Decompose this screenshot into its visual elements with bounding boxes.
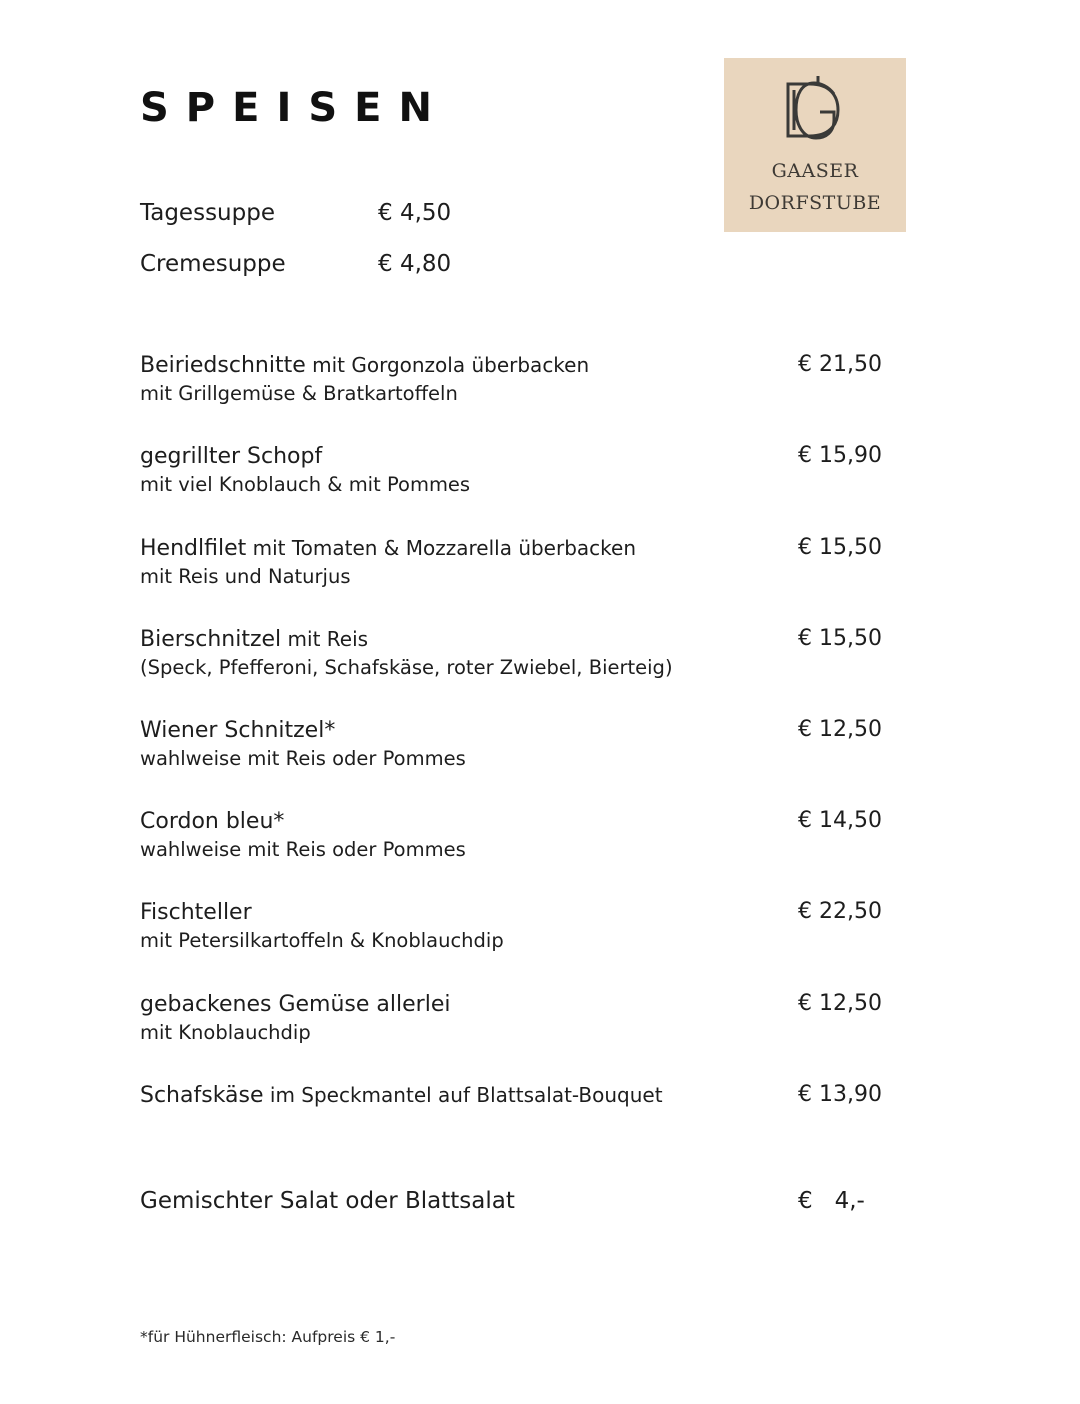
- dish-name: Fischteller: [140, 900, 252, 925]
- dish-description: mit Reis und Naturjus: [140, 565, 351, 588]
- dish-name: Wiener Schnitzel*: [140, 718, 336, 743]
- dish-extra: mit Reis: [281, 627, 369, 651]
- dish-item: [140, 990, 960, 1046]
- dish-description: mit viel Knoblauch & mit Pommes: [140, 473, 471, 496]
- dish-price: € 13,90: [798, 1082, 882, 1107]
- dish-price: € 15,50: [798, 535, 882, 560]
- dish-name: gegrillter Schopf: [140, 444, 323, 469]
- dish-name: Beiriedschnitte: [140, 353, 306, 378]
- dish-item: [140, 442, 960, 498]
- dish-name: Bierschnitzel: [140, 627, 282, 652]
- salad-price: € 4,-: [798, 1188, 865, 1214]
- dish-item: [140, 534, 960, 590]
- dish-name: Hendlfilet: [140, 536, 247, 561]
- dish-item: [140, 1081, 960, 1111]
- soup-price: € 4,50: [378, 200, 452, 226]
- dish-description: mit Petersilkartoffeln & Knoblauchdip: [140, 929, 504, 952]
- dish-description: mit Grillgemüse & Bratkartoffeln: [140, 382, 458, 405]
- dish-description: (Speck, Pfefferoni, Schafskäse, roter Zwiebel, Bierteig): [140, 656, 673, 679]
- logo-text-line-1: GAASER: [771, 160, 859, 182]
- dish-extra: mit Tomaten & Mozzarella überbacken: [246, 536, 637, 560]
- menu-title: SPEISEN: [140, 85, 449, 131]
- dish-description: wahlweise mit Reis oder Pommes: [140, 747, 466, 770]
- dish-name: Cordon bleu*: [140, 809, 285, 834]
- dish-item: [140, 351, 960, 407]
- footnote: *für Hühnerfleisch: Aufpreis € 1,-: [140, 1328, 396, 1346]
- restaurant-logo: [724, 58, 906, 232]
- soup-name: Tagessuppe: [140, 200, 275, 226]
- dish-extra: im Speckmantel auf Blattsalat-Bouquet: [263, 1083, 663, 1107]
- soup-price: € 4,80: [378, 251, 452, 277]
- soup-item: [140, 198, 451, 228]
- dish-description: wahlweise mit Reis oder Pommes: [140, 838, 466, 861]
- soup-name: Cremesuppe: [140, 251, 286, 277]
- salad-name: Gemischter Salat oder Blattsalat: [140, 1188, 515, 1214]
- dish-price: € 12,50: [798, 991, 882, 1016]
- dish-price: € 22,50: [798, 899, 882, 924]
- dish-item: [140, 898, 960, 954]
- dish-item: [140, 807, 960, 863]
- dish-extra: mit Gorgonzola überbacken: [305, 353, 590, 377]
- gd-monogram-icon: [782, 74, 848, 146]
- dish-price: € 15,50: [798, 626, 882, 651]
- logo-text-line-2: DORFSTUBE: [748, 192, 882, 214]
- dish-price: € 21,50: [798, 352, 882, 377]
- dish-item: [140, 716, 960, 772]
- dish-name: gebackenes Gemüse allerlei: [140, 992, 451, 1017]
- dish-price: € 15,90: [798, 443, 882, 468]
- dish-name: Schafskäse: [140, 1083, 264, 1108]
- dish-price: € 14,50: [798, 808, 882, 833]
- soup-item: [140, 249, 451, 279]
- dish-item: [140, 625, 960, 681]
- dish-price: € 12,50: [798, 717, 882, 742]
- dish-description: mit Knoblauchdip: [140, 1021, 311, 1044]
